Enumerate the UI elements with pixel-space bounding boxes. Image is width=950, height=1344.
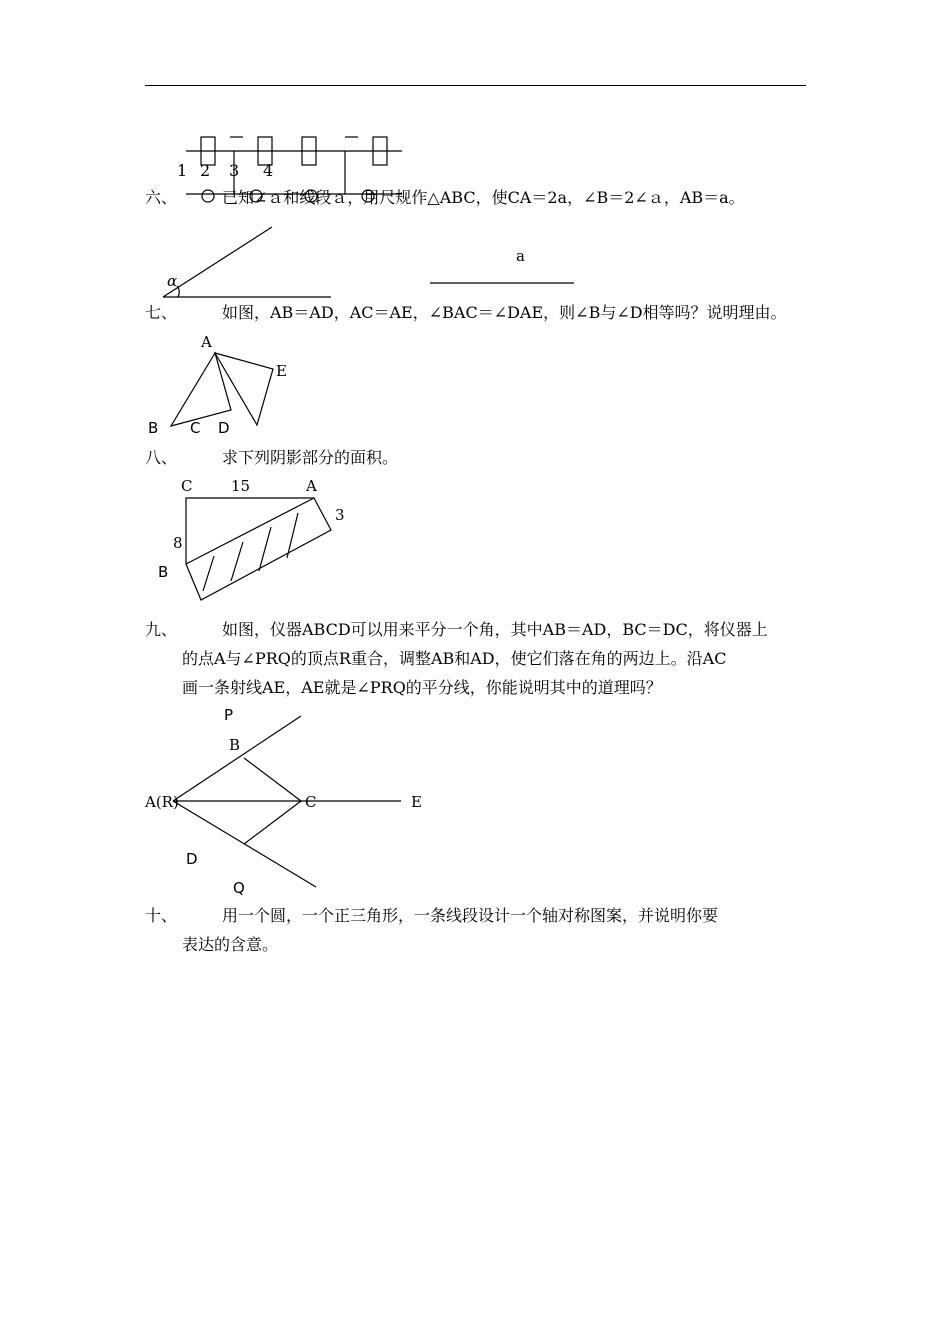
q8-label-left: 8 [173,534,183,552]
ruler-number-4: 4 [263,161,274,180]
q9-number: 九、 [145,620,178,639]
q7-label-d: D [218,419,230,437]
q9-label-c: C [305,793,317,811]
q6-number: 六、 [145,188,178,207]
q9-label-d: D [186,850,198,868]
ruler-number-1: 1 [177,161,188,180]
q7-label-b: B [148,419,159,437]
q7-text: 如图，AB＝AD，AC＝AE，∠BAC＝∠DAE，则∠B与∠D相等吗？说明理由。 [222,303,787,322]
q9-label-q: Q [233,879,245,897]
q9-label-b: B [229,736,241,754]
q8-label-a: A [306,477,317,495]
q8-label-top: 15 [231,477,251,495]
q9-label-p: P [224,706,234,724]
q7-number: 七、 [145,303,178,322]
q9-line-2: 的点A与∠PRQ的顶点R重合，调整AB和AD，使它们落在角的两边上。沿AC [182,649,727,668]
q6-angle-label: α [167,272,178,290]
ruler-number-2: 2 [200,161,211,180]
q6-text: 已知∠ａ和线段ａ，用尺规作△ABC，使CA＝2a，∠B＝2∠ａ，AB＝a。 [222,188,745,207]
q9-label-ar: A(R) [145,793,179,811]
q10-line-1: 用一个圆，一个正三角形，一条线段设计一个轴对称图案，并说明你要 [222,906,719,925]
q7-label-e: E [276,362,287,380]
q7-label-c: C [190,419,201,437]
q7-label-a: A [201,333,212,351]
q8-label-b: B [158,563,169,581]
q9-line-3: 画一条射线AE，AE就是∠PRQ的平分线，你能说明其中的道理吗？ [182,678,662,697]
q8-number: 八、 [145,448,178,467]
q6-segment-label: a [516,247,525,265]
q10-number: 十、 [145,906,178,925]
q8-label-right: 3 [335,506,345,524]
q9-line-1: 如图，仪器ABCD可以用来平分一个角，其中AB＝AD，BC＝DC，将仪器上 [222,620,768,639]
ruler-number-3: 3 [229,161,240,180]
q8-text: 求下列阴影部分的面积。 [222,448,399,467]
q8-label-c: C [181,477,193,495]
q10-line-2: 表达的含意。 [182,935,279,954]
q9-label-e: E [411,793,422,811]
